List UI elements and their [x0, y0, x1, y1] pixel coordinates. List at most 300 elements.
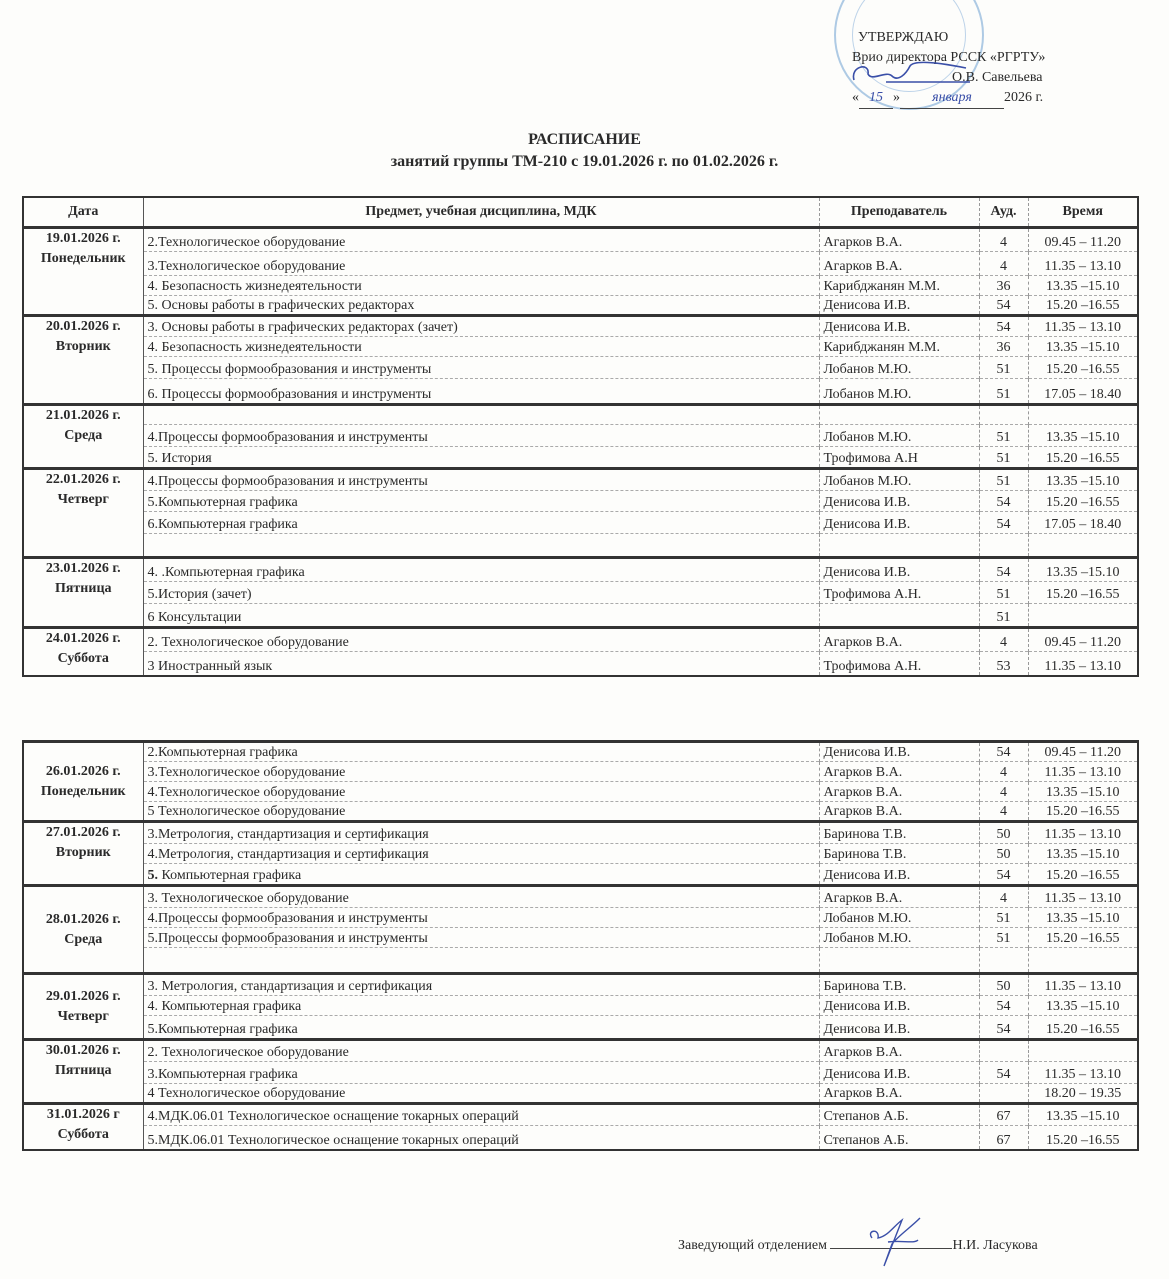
cell-aud — [979, 252, 1028, 276]
cell-time — [1028, 582, 1138, 604]
subject-text: 5.Процессы формообразования и инструменты — [147, 931, 428, 946]
cell-subject — [143, 864, 819, 886]
subject-text: 2.Компьютерная графика — [147, 745, 298, 760]
cell-time — [1028, 357, 1138, 379]
cell-teacher — [819, 512, 979, 534]
cell-aud — [979, 974, 1028, 996]
teacher-text: Агарков В.А. — [823, 1086, 903, 1101]
cell-time — [1028, 908, 1138, 928]
teacher-text: Степанов А.Б. — [823, 1132, 909, 1148]
table-row — [23, 844, 1138, 864]
cell-aud — [979, 357, 1028, 379]
cell-aud — [979, 228, 1028, 252]
day-date: 31.01.2026 г — [46, 1107, 120, 1122]
day-cell — [23, 742, 143, 822]
subject-text: 3. Технологическое оборудование — [147, 891, 349, 906]
cell-teacher — [819, 762, 979, 782]
teacher-text: Лобанов М.Ю. — [823, 362, 912, 377]
day-cell — [23, 405, 143, 469]
cell-teacher — [819, 948, 979, 974]
date-day: 15 — [859, 88, 893, 109]
teacher-text: Денисова И.В. — [823, 517, 911, 532]
cell-teacher — [819, 928, 979, 948]
table-row — [23, 491, 1138, 512]
approval-heading: УТВЕРЖДАЮ — [858, 30, 949, 45]
cell-time — [1028, 802, 1138, 822]
table-row — [23, 1126, 1138, 1150]
title-main: РАСПИСАНИЕ — [528, 131, 641, 148]
cell-teacher — [819, 252, 979, 276]
table-row — [23, 252, 1138, 276]
table-row — [23, 908, 1138, 928]
teacher-text: Денисова И.В. — [823, 298, 911, 313]
aud-text: 54 — [996, 565, 1011, 580]
teacher-text: Агарков В.А. — [823, 635, 903, 650]
aud-text: 51 — [996, 362, 1011, 377]
cell-time — [1028, 1040, 1138, 1062]
time-text: 13.35 –15.10 — [1046, 911, 1120, 926]
cell-time — [1028, 316, 1138, 337]
table-row — [23, 948, 1138, 974]
teacher-text: Агарков В.А. — [823, 891, 903, 906]
header-room: Ауд. — [979, 197, 1028, 228]
cell-aud — [979, 1062, 1028, 1084]
teacher-text: Баринова Т.В. — [823, 827, 907, 842]
header-subject: Предмет, учебная дисциплина, МДК — [143, 197, 819, 228]
day-date: 22.01.2026 г. — [45, 472, 121, 487]
teacher-text: Лобанов М.Ю. — [823, 387, 912, 402]
table-row — [23, 425, 1138, 447]
subject-text: 3.Технологическое оборудование — [147, 765, 346, 780]
cell-time — [1028, 491, 1138, 512]
day-weekday: Четверг — [57, 492, 109, 507]
cell-subject — [143, 379, 819, 405]
aud-text: 54 — [996, 1022, 1011, 1037]
aud-text: 51 — [996, 451, 1011, 466]
subject-number: 5. — [147, 868, 158, 883]
header-teacher: Преподаватель — [819, 197, 979, 228]
time-text: 15.20 –16.55 — [1046, 804, 1120, 819]
aud-text: 51 — [996, 610, 1011, 625]
cell-time — [1028, 948, 1138, 974]
time-text: 15.20 –16.55 — [1046, 451, 1120, 466]
teacher-text: Баринова Т.В. — [823, 979, 907, 994]
time-text: 11.35 – 13.10 — [1044, 658, 1121, 674]
cell-subject — [143, 604, 819, 628]
subject-text: 4. Безопасность жизнедеятельности — [147, 279, 362, 294]
cell-subject — [143, 908, 819, 928]
time-text: 09.45 – 11.20 — [1044, 235, 1121, 250]
time-text: 11.35 – 13.10 — [1044, 979, 1121, 994]
cell-subject — [143, 276, 819, 296]
cell-time — [1028, 558, 1138, 582]
teacher-text: Карибджанян М.М. — [823, 340, 940, 355]
cell-teacher — [819, 491, 979, 512]
cell-teacher — [819, 276, 979, 296]
cell-subject — [143, 447, 819, 469]
cell-aud — [979, 491, 1028, 512]
table-row — [23, 802, 1138, 822]
subject-text: 4.Процессы формообразования и инструменты — [147, 474, 428, 489]
aud-text: 36 — [996, 279, 1011, 294]
table-row — [23, 296, 1138, 316]
time-text: 13.35 –15.10 — [1046, 430, 1120, 445]
cell-teacher — [819, 228, 979, 252]
approval-name: О.В. Савельева — [952, 70, 1043, 85]
cell-time — [1028, 1016, 1138, 1040]
cell-teacher — [819, 534, 979, 558]
cell-subject — [143, 252, 819, 276]
cell-subject — [143, 974, 819, 996]
table-row — [23, 228, 1138, 252]
cell-time — [1028, 996, 1138, 1016]
cell-teacher — [819, 558, 979, 582]
table-row — [23, 604, 1138, 628]
table-row — [23, 822, 1138, 844]
teacher-text: Агарков В.А. — [823, 235, 903, 250]
aud-text: 67 — [996, 1109, 1011, 1124]
cell-aud — [979, 928, 1028, 948]
subject-text: 4.Процессы формообразования и инструменты — [147, 911, 428, 926]
day-weekday: Понедельник — [40, 783, 126, 799]
aud-text: 54 — [996, 320, 1011, 335]
cell-aud — [979, 534, 1028, 558]
cell-teacher — [819, 1062, 979, 1084]
cell-subject — [143, 742, 819, 762]
cell-aud — [979, 864, 1028, 886]
cell-teacher — [819, 802, 979, 822]
table-row — [23, 762, 1138, 782]
aud-text: 4 — [1000, 765, 1007, 780]
cell-teacher — [819, 425, 979, 447]
table-row — [23, 379, 1138, 405]
cell-teacher — [819, 582, 979, 604]
teacher-text: Денисова И.В. — [823, 868, 911, 883]
cell-subject — [143, 1084, 819, 1104]
cell-aud — [979, 1040, 1028, 1062]
teacher-text: Баринова Т.В. — [823, 847, 907, 862]
teacher-text: Денисова И.В. — [823, 565, 911, 580]
table-header-row — [23, 197, 1138, 228]
cell-subject — [143, 582, 819, 604]
cell-teacher — [819, 379, 979, 405]
subject-text: 3.Метрология, стандартизация и сертификация — [147, 827, 429, 842]
cell-teacher — [819, 974, 979, 996]
footer-name: Н.И. Ласукова — [952, 1238, 1038, 1253]
table-row — [23, 447, 1138, 469]
table-row — [23, 582, 1138, 604]
cell-time — [1028, 337, 1138, 357]
cell-teacher — [819, 822, 979, 844]
cell-aud — [979, 742, 1028, 762]
cell-subject — [143, 948, 819, 974]
cell-time — [1028, 512, 1138, 534]
cell-time — [1028, 864, 1138, 886]
teacher-text: Агарков В.А. — [823, 1045, 903, 1060]
cell-subject — [143, 534, 819, 558]
teacher-text: Агарков В.А. — [823, 765, 903, 780]
day-date: 23.01.2026 г. — [45, 561, 121, 576]
subject-text: 3. Основы работы в графических редакторах (зачет) — [147, 320, 458, 335]
day-weekday: Вторник — [55, 339, 111, 354]
day-weekday: Пятница — [54, 1063, 112, 1078]
teacher-text: Агарков В.А. — [823, 804, 903, 819]
subject-text: 3. Метрология, стандартизация и сертификация — [147, 979, 433, 994]
cell-teacher — [819, 604, 979, 628]
cell-subject — [143, 228, 819, 252]
aud-text: 51 — [996, 931, 1011, 946]
cell-teacher — [819, 469, 979, 491]
cell-aud — [979, 604, 1028, 628]
cell-subject — [143, 357, 819, 379]
subject-text: 3 Иностранный язык — [147, 658, 273, 674]
table-row — [23, 886, 1138, 908]
subject-text: 5. История — [147, 451, 212, 466]
day-cell — [23, 316, 143, 405]
cell-aud — [979, 782, 1028, 802]
aud-text: 51 — [996, 911, 1011, 926]
subject-text: 5. Основы работы в графических редакторах — [147, 298, 415, 313]
aud-text: 50 — [996, 979, 1011, 994]
subject-text: 3.Компьютерная графика — [147, 1067, 298, 1082]
teacher-text: Денисова И.В. — [823, 999, 911, 1014]
cell-subject — [143, 886, 819, 908]
time-text: 13.35 –15.10 — [1046, 474, 1120, 489]
cell-aud — [979, 558, 1028, 582]
day-date: 21.01.2026 г. — [45, 408, 121, 423]
date-quote-close: » — [893, 90, 900, 105]
day-weekday: Среда — [64, 428, 103, 443]
time-text: 11.35 – 13.10 — [1044, 1067, 1121, 1082]
teacher-text: Трофимова А.Н — [823, 451, 918, 466]
cell-aud — [979, 447, 1028, 469]
cell-teacher — [819, 996, 979, 1016]
cell-aud — [979, 296, 1028, 316]
cell-time — [1028, 447, 1138, 469]
teacher-text: Лобанов М.Ю. — [823, 911, 912, 926]
approval-position: Врио директора РССК «РГРТУ» — [852, 50, 1046, 65]
cell-subject — [143, 822, 819, 844]
aud-text: 50 — [996, 847, 1011, 862]
cell-aud — [979, 802, 1028, 822]
day-cell — [23, 1104, 143, 1150]
time-text: 11.35 – 13.10 — [1044, 765, 1121, 780]
cell-subject — [143, 628, 819, 652]
header-time: Время — [1028, 197, 1138, 228]
table-row — [23, 405, 1138, 425]
time-text: 15.20 –16.55 — [1046, 868, 1120, 883]
teacher-text: Трофимова А.Н. — [823, 587, 922, 602]
day-cell — [23, 628, 143, 676]
cell-subject — [143, 1126, 819, 1150]
day-date: 30.01.2026 г. — [45, 1043, 121, 1058]
day-date: 20.01.2026 г. — [45, 319, 121, 334]
cell-teacher — [819, 844, 979, 864]
cell-time — [1028, 252, 1138, 276]
aud-text: 51 — [996, 474, 1011, 489]
cell-subject — [143, 652, 819, 676]
subject-text: 4.Метрология, стандартизация и сертификация — [147, 847, 429, 862]
cell-aud — [979, 1016, 1028, 1040]
table-row — [23, 276, 1138, 296]
cell-subject — [143, 1016, 819, 1040]
subject-text: 4.Процессы формообразования и инструменты — [147, 430, 428, 445]
subject-text: 5.Компьютерная графика — [147, 495, 298, 510]
table-row — [23, 534, 1138, 558]
day-date: 27.01.2026 г. — [45, 825, 121, 840]
teacher-text: Денисова И.В. — [823, 320, 911, 335]
time-text: 15.20 –16.55 — [1046, 298, 1120, 313]
time-text: 17.05 – 18.40 — [1044, 517, 1122, 532]
cell-time — [1028, 1062, 1138, 1084]
cell-time — [1028, 379, 1138, 405]
day-weekday: Вторник — [55, 845, 111, 860]
subject-text: 2.Технологическое оборудование — [147, 235, 346, 250]
cell-teacher — [819, 1040, 979, 1062]
aud-text: 4 — [1000, 785, 1007, 800]
cell-subject — [143, 491, 819, 512]
table-row — [23, 1104, 1138, 1126]
aud-text: 54 — [996, 868, 1011, 883]
time-text: 13.35 –15.10 — [1046, 847, 1120, 862]
date-year: 2026 г. — [1004, 90, 1044, 105]
teacher-text: Карибджанян М.М. — [823, 279, 940, 294]
time-text: 11.35 – 13.10 — [1044, 827, 1121, 842]
schedule-table-week2 — [22, 740, 1139, 1151]
subject-text: 4. Безопасность жизнедеятельности — [147, 340, 362, 355]
cell-teacher — [819, 1126, 979, 1150]
day-weekday: Пятница — [54, 581, 112, 596]
time-text: 09.45 – 11.20 — [1044, 635, 1121, 650]
table-row — [23, 1062, 1138, 1084]
date-month: января — [900, 88, 1004, 109]
date-quote-open: « — [852, 90, 859, 105]
aud-text: 54 — [996, 298, 1011, 313]
day-weekday: Суббота — [57, 1127, 109, 1142]
cell-time — [1028, 742, 1138, 762]
time-text: 13.35 –15.10 — [1046, 565, 1120, 580]
aud-text: 4 — [1000, 635, 1007, 650]
aud-text: 51 — [996, 387, 1011, 402]
time-text: 15.20 –16.55 — [1046, 495, 1120, 510]
cell-aud — [979, 582, 1028, 604]
cell-teacher — [819, 357, 979, 379]
cell-subject — [143, 405, 819, 425]
teacher-text: Денисова И.В. — [823, 745, 911, 760]
aud-text: 4 — [1000, 259, 1007, 274]
table-row — [23, 996, 1138, 1016]
cell-teacher — [819, 886, 979, 908]
cell-time — [1028, 1126, 1138, 1150]
aud-text: 53 — [996, 658, 1011, 674]
table-row — [23, 628, 1138, 652]
cell-subject — [143, 558, 819, 582]
cell-aud — [979, 405, 1028, 425]
aud-text: 50 — [996, 827, 1011, 842]
cell-teacher — [819, 908, 979, 928]
footer-position: Заведующий отделением — [678, 1238, 827, 1253]
table-row — [23, 652, 1138, 676]
cell-subject — [143, 425, 819, 447]
cell-subject — [143, 1062, 819, 1084]
day-cell — [23, 558, 143, 628]
subject-text: 5.МДК.06.01 Технологическое оснащение токарных операций — [147, 1132, 519, 1148]
cell-time — [1028, 886, 1138, 908]
aud-text: 54 — [996, 517, 1011, 532]
aud-text: 54 — [996, 745, 1011, 760]
cell-time — [1028, 628, 1138, 652]
teacher-text: Денисова И.В. — [823, 1067, 911, 1082]
aud-text: 51 — [996, 430, 1011, 445]
day-date: 26.01.2026 г. — [45, 763, 121, 779]
day-cell — [23, 228, 143, 316]
time-text: 13.35 –15.10 — [1046, 999, 1120, 1014]
cell-time — [1028, 425, 1138, 447]
day-weekday: Среда — [64, 931, 103, 947]
cell-subject — [143, 337, 819, 357]
subject-text: 4.Технологическое оборудование — [147, 785, 346, 800]
table-row — [23, 928, 1138, 948]
time-text: 13.35 –15.10 — [1046, 1109, 1120, 1124]
cell-aud — [979, 379, 1028, 405]
day-cell — [23, 974, 143, 1040]
cell-subject — [143, 296, 819, 316]
day-date: 28.01.2026 г. — [45, 911, 121, 927]
subject-text: 4. .Компьютерная графика — [147, 565, 305, 580]
subject-text: 6.Компьютерная графика — [147, 517, 298, 532]
aud-text: 4 — [1000, 891, 1007, 906]
cell-aud — [979, 425, 1028, 447]
cell-teacher — [819, 1016, 979, 1040]
subject-text: 5 Технологическое оборудование — [147, 804, 346, 819]
teacher-text: Агарков В.А. — [823, 785, 903, 800]
cell-subject — [143, 928, 819, 948]
time-text: 15.20 –16.55 — [1046, 931, 1120, 946]
teacher-text: Лобанов М.Ю. — [823, 931, 912, 946]
cell-aud — [979, 1126, 1028, 1150]
subject-text: 6 Консультации — [147, 610, 242, 625]
subject-text: 4. Компьютерная графика — [147, 999, 302, 1014]
cell-time — [1028, 604, 1138, 628]
cell-time — [1028, 1084, 1138, 1104]
cell-aud — [979, 948, 1028, 974]
time-text: 18.20 – 19.35 — [1044, 1086, 1122, 1101]
time-text: 13.35 –15.10 — [1046, 340, 1120, 355]
cell-aud — [979, 628, 1028, 652]
cell-time — [1028, 652, 1138, 676]
day-cell — [23, 822, 143, 886]
cell-aud — [979, 762, 1028, 782]
cell-time — [1028, 228, 1138, 252]
aud-text: 67 — [996, 1132, 1011, 1148]
cell-aud — [979, 512, 1028, 534]
cell-aud — [979, 316, 1028, 337]
teacher-text: Денисова И.В. — [823, 495, 911, 510]
day-date: 29.01.2026 г. — [45, 988, 121, 1004]
aud-text: 54 — [996, 999, 1011, 1014]
table-row — [23, 337, 1138, 357]
teacher-text: Денисова И.В. — [823, 1022, 911, 1037]
cell-aud — [979, 822, 1028, 844]
teacher-text: Трофимова А.Н. — [823, 658, 922, 674]
time-text: 15.20 –16.55 — [1046, 362, 1120, 377]
cell-aud — [979, 886, 1028, 908]
subject-text: 5.Компьютерная графика — [147, 1022, 298, 1037]
subject-text: 4 Технологическое оборудование — [147, 1086, 346, 1101]
cell-aud — [979, 908, 1028, 928]
cell-teacher — [819, 1104, 979, 1126]
director-signature-icon — [846, 52, 976, 92]
